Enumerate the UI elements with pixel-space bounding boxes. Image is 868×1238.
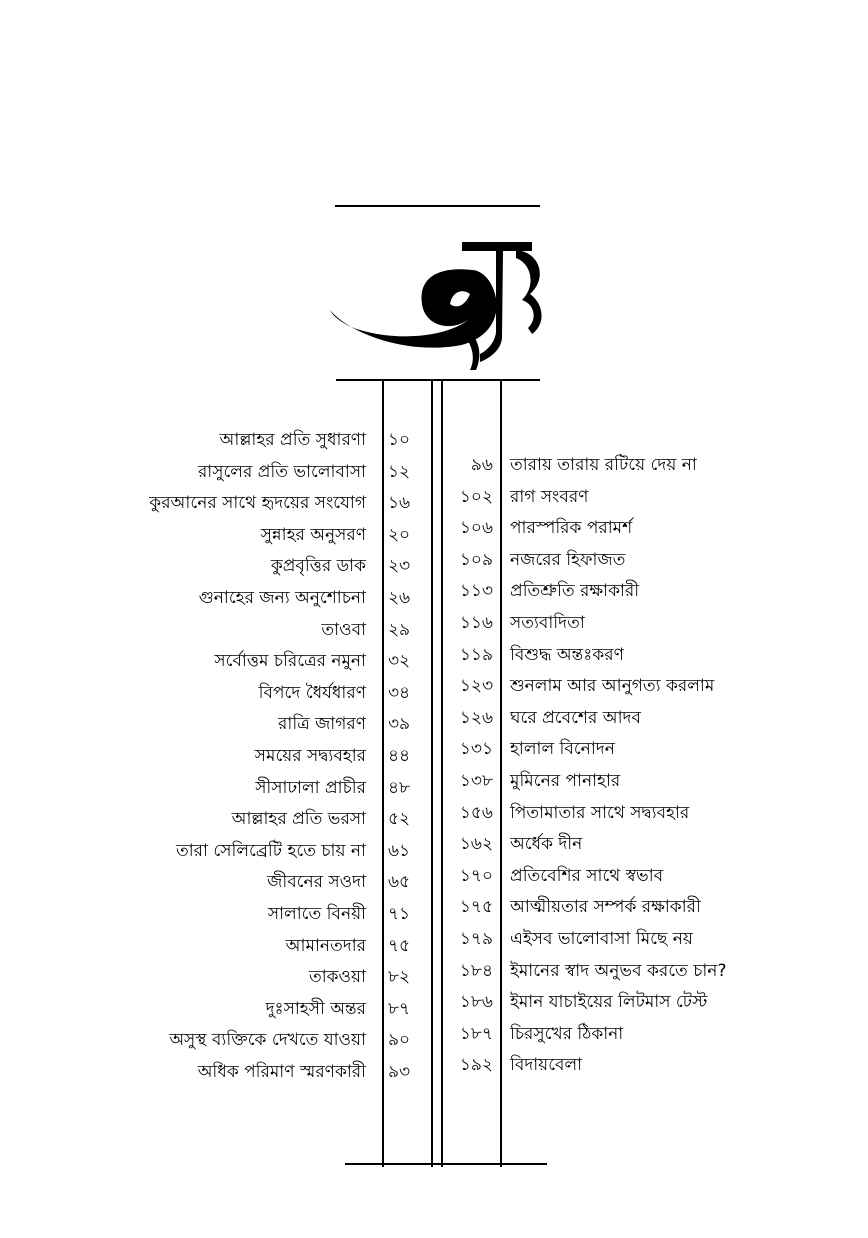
toc-entry-page[interactable]: ১২৩ bbox=[459, 676, 493, 697]
toc-entry-title[interactable]: আত্মীয়তার সম্পর্ক রক্ষাকারী bbox=[510, 897, 701, 918]
toc-entry-title[interactable]: সুন্নাহর অনুসরণ bbox=[260, 524, 366, 545]
toc-entry-page[interactable]: ১০২ bbox=[459, 486, 493, 507]
toc-entry-title[interactable]: সত্যবাদিতা bbox=[510, 612, 585, 633]
right-toc-pages bbox=[455, 450, 493, 1082]
toc-entry-title[interactable]: কুপ্রবৃত্তির ডাক bbox=[270, 556, 366, 577]
toc-entry-title[interactable]: অর্ধেক দীন bbox=[510, 834, 583, 855]
toc-entry-page[interactable]: ১৮৭ bbox=[459, 1023, 493, 1044]
toc-entry-page[interactable]: ৯৩ bbox=[388, 1061, 411, 1082]
toc-entry-title[interactable]: হালাল বিনোদন bbox=[510, 739, 615, 760]
toc-entry-page[interactable]: ১০ bbox=[388, 430, 411, 450]
toc-entry-title[interactable]: ঘরে প্রবেশের আদব bbox=[510, 707, 641, 728]
column-divider-center-1 bbox=[431, 381, 433, 1167]
heading-calligraphy bbox=[330, 208, 560, 376]
title-top-rule bbox=[335, 205, 540, 207]
toc-entry-page[interactable]: ২৯ bbox=[388, 619, 411, 640]
toc-entry-page[interactable]: ৩২ bbox=[388, 651, 411, 672]
title-bottom-rule bbox=[336, 379, 540, 381]
toc-entry-title[interactable]: তাওবা bbox=[321, 619, 366, 640]
toc-entry-title[interactable]: কুরআনের সাথে হৃদয়ের সংযোগ bbox=[149, 493, 366, 514]
toc-entry-title[interactable]: ইমানের স্বাদ অনুভব করতে চান? bbox=[510, 960, 727, 981]
toc-entry-page[interactable]: ১৮৪ bbox=[459, 960, 493, 981]
toc-entry-title[interactable]: গুনাহের জন্য অনুশোচনা bbox=[198, 587, 366, 608]
toc-entry-page[interactable]: ১২ bbox=[388, 461, 411, 482]
toc-entry-title[interactable]: আল্লাহর প্রতি সুধারণা bbox=[219, 430, 366, 450]
toc-entry-page[interactable]: ২০ bbox=[388, 524, 411, 545]
column-divider-left bbox=[382, 381, 384, 1167]
toc-entry-title[interactable]: ইমান যাচাইয়ের লিটমাস টেস্ট bbox=[510, 992, 708, 1013]
toc-entry-page[interactable]: ১২৬ bbox=[459, 707, 493, 728]
toc-entry-title[interactable]: এইসব ভালোবাসা মিছে নয় bbox=[510, 928, 693, 949]
toc-entry-title[interactable]: মুমিনের পানাহার bbox=[510, 770, 621, 791]
toc-entry-page[interactable]: ৯৬ bbox=[470, 455, 493, 475]
toc-entry-page[interactable]: ১৩১ bbox=[459, 739, 493, 760]
toc-entry-page[interactable]: ১৬২ bbox=[459, 834, 493, 855]
toc-entry-title[interactable]: সীসাঢালা প্রাচীর bbox=[255, 777, 366, 798]
toc-entry-page[interactable]: ১৫৬ bbox=[459, 802, 493, 823]
toc-entry-title[interactable]: তাকওয়া bbox=[308, 967, 366, 988]
toc-entry-page[interactable]: ১০৯ bbox=[459, 549, 493, 570]
toc-entry-title[interactable]: নজরের হিফাজত bbox=[510, 549, 626, 570]
toc-entry-title[interactable]: পিতামাতার সাথে সদ্ব্যবহার bbox=[510, 802, 690, 823]
toc-entry-title[interactable]: অসুস্থ ব্যক্তিকে দেখতে যাওয়া bbox=[169, 1030, 366, 1051]
toc-entry-title[interactable]: শুনলাম আর আনুগত্য করলাম bbox=[510, 676, 715, 697]
toc-entry-page[interactable]: ৩৪ bbox=[388, 682, 411, 703]
toc-entry-page[interactable]: ১৭৫ bbox=[459, 897, 493, 918]
toc-entry-page[interactable]: ১৩৮ bbox=[459, 770, 493, 791]
toc-entry-title[interactable]: রাত্রি জাগরণ bbox=[278, 714, 366, 735]
toc-entry-page[interactable]: ১০৬ bbox=[459, 518, 493, 539]
column-divider-center-2 bbox=[441, 381, 443, 1167]
toc-entry-page[interactable]: ৭৫ bbox=[388, 935, 411, 956]
toc-entry-page[interactable]: ৪৮ bbox=[388, 777, 411, 798]
toc-entry-page[interactable]: ১১৬ bbox=[459, 612, 493, 633]
toc-entry-title[interactable]: তারা সেলিব্রেটি হতে চায় না bbox=[175, 840, 366, 861]
toc-entry-title[interactable]: রাসুলের প্রতি ভালোবাসা bbox=[197, 461, 366, 482]
toc-entry-page[interactable]: ৪৪ bbox=[388, 745, 411, 766]
left-toc-titles bbox=[40, 425, 366, 1088]
toc-entry-title[interactable]: বিদায়বেলা bbox=[510, 1055, 583, 1076]
toc-entry-page[interactable]: ১৭৯ bbox=[459, 928, 493, 949]
toc-entry-page[interactable]: ২৬ bbox=[388, 587, 411, 608]
toc-entry-page[interactable]: ১৮৬ bbox=[459, 992, 493, 1013]
toc-entry-title[interactable]: সালাতে বিনয়ী bbox=[267, 903, 366, 924]
bottom-rule bbox=[345, 1163, 547, 1165]
toc-entry-title[interactable]: প্রতিশ্রুতি রক্ষাকারী bbox=[510, 581, 640, 602]
column-divider-right bbox=[500, 381, 502, 1167]
toc-entry-page[interactable]: ১৯২ bbox=[459, 1055, 493, 1076]
toc-entry-page[interactable]: ১৭০ bbox=[459, 865, 493, 886]
toc-entry-page[interactable]: ১১৯ bbox=[459, 644, 493, 665]
right-toc-titles bbox=[510, 450, 850, 1082]
toc-entry-title[interactable]: পারস্পরিক পরামর্শ bbox=[510, 518, 633, 539]
toc-entry-page[interactable]: ৩৯ bbox=[388, 714, 411, 735]
toc-entry-title[interactable]: অধিক পরিমাণ স্মরণকারী bbox=[197, 1061, 366, 1082]
toc-entry-title[interactable]: চিরসুখের ঠিকানা bbox=[510, 1023, 624, 1044]
toc-entry-title[interactable]: তারায় তারায় রটিয়ে দেয় না bbox=[510, 455, 697, 475]
toc-entry-title[interactable]: আমানতদার bbox=[285, 935, 366, 956]
toc-entry-title[interactable]: সময়ের সদ্ব্যবহার bbox=[254, 745, 366, 766]
toc-entry-page[interactable]: ২৩ bbox=[388, 556, 411, 577]
toc-entry-title[interactable]: জীবনের সওদা bbox=[267, 872, 366, 893]
toc-entry-page[interactable]: ৬৫ bbox=[388, 872, 411, 893]
toc-entry-title[interactable]: আল্লাহর প্রতি ভরসা bbox=[231, 809, 366, 830]
left-toc-pages bbox=[388, 425, 428, 1088]
toc-entry-page[interactable]: ৭১ bbox=[388, 903, 411, 924]
toc-entry-page[interactable]: ৮৭ bbox=[388, 998, 411, 1019]
toc-entry-title[interactable]: রাগ সংবরণ bbox=[510, 486, 589, 507]
toc-entry-page[interactable]: ৯০ bbox=[388, 1030, 411, 1051]
toc-entry-page[interactable]: ৮২ bbox=[388, 967, 411, 988]
toc-entry-page[interactable]: ১১৩ bbox=[459, 581, 493, 602]
toc-entry-title[interactable]: বিপদে ধৈর্যধারণ bbox=[258, 682, 366, 703]
toc-entry-title[interactable]: প্রতিবেশির সাথে স্বভাব bbox=[510, 865, 664, 886]
toc-entry-title[interactable]: দুঃসাহসী অন্তর bbox=[265, 998, 366, 1019]
toc-entry-page[interactable]: ৫২ bbox=[388, 809, 411, 830]
toc-entry-title[interactable]: সর্বোত্তম চরিত্রের নমুনা bbox=[214, 651, 366, 672]
toc-entry-page[interactable]: ১৬ bbox=[388, 493, 411, 514]
toc-entry-title[interactable]: বিশুদ্ধ অন্তঃকরণ bbox=[510, 644, 624, 665]
toc-entry-page[interactable]: ৬১ bbox=[388, 840, 411, 861]
